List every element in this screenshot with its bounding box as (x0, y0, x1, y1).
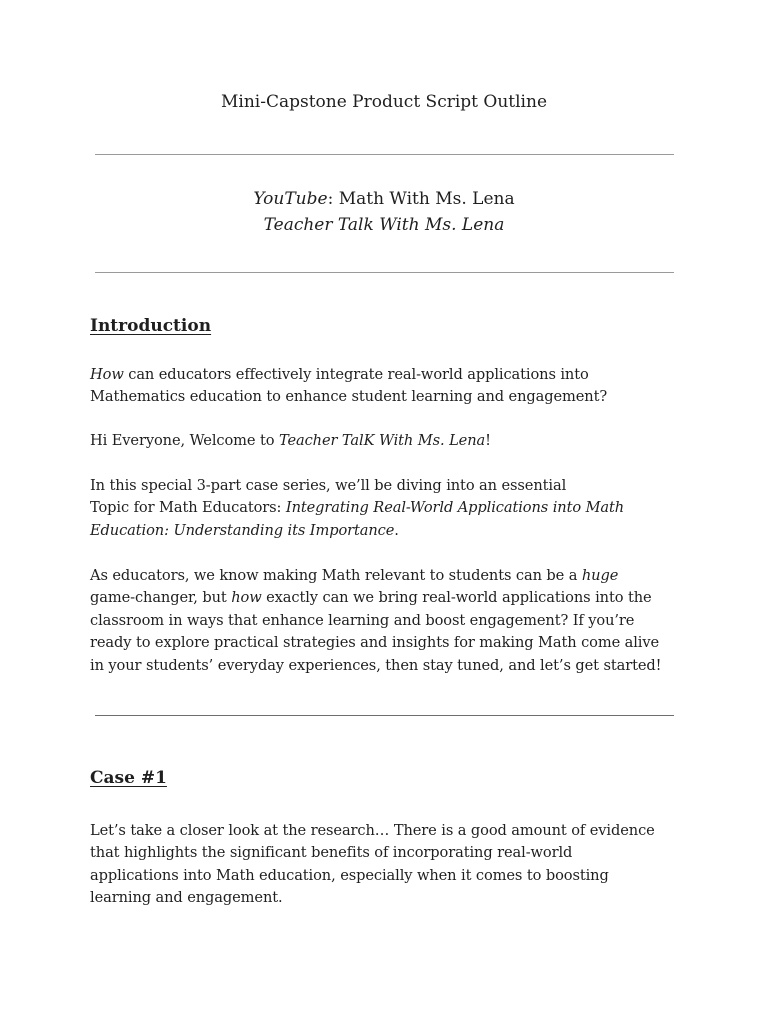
channel-separator: : (327, 189, 334, 209)
channel-line (0, 189, 768, 209)
case-1-heading: Case #1 (90, 768, 167, 788)
body-line-2-prefix: game-changer, but (90, 589, 232, 607)
series-topic-cont: Education: Understanding its Importance (90, 521, 395, 539)
show-subtitle: Teacher Talk With Ms. Lena (263, 215, 505, 235)
intro-body-paragraph (90, 565, 690, 677)
platform-name: YouTube (253, 189, 328, 209)
body-line-2 (90, 587, 690, 609)
body-line-5: in your students’ everyday experiences, then stay tuned, and let’s get started! (90, 656, 662, 674)
body-line-2-rest: exactly can we bring real-world applications into the (261, 589, 652, 607)
case-1-paragraph (90, 820, 690, 910)
introduction-heading: Introduction (90, 316, 212, 336)
case-1-line-1: Let’s take a closer look at the research… There is a good amount of evidence (90, 822, 655, 839)
divider-top (95, 154, 674, 155)
series-topic: Integrating Real-World Applications into Math (285, 499, 625, 517)
welcome-line (90, 430, 690, 452)
intro-question-line-2: Mathematics education to enhance student learning and engagement? (90, 388, 608, 406)
series-suffix: . (394, 521, 399, 539)
divider-header (95, 272, 674, 273)
series-line-3 (90, 520, 690, 542)
body-line-1-text: As educators, we know making Math relevant to students can be a (90, 567, 582, 584)
body-line-3: classroom in ways that enhance learning and boost engagement? If you’re (90, 611, 635, 629)
body-line-4: ready to explore practical strategies and insights for making Math come alive (90, 634, 660, 652)
series-line-2 (90, 497, 690, 519)
case-1-line-3: applications into Math education, especially when it comes to boosting (90, 866, 609, 884)
series-paragraph (90, 475, 690, 542)
case-1-line-2: that highlights the significant benefits of incorporating real-world (90, 844, 573, 862)
welcome-text (90, 430, 690, 452)
body-emphasis-how: how (231, 589, 262, 607)
intro-question-line-1 (90, 364, 690, 386)
question-lead: How (90, 366, 124, 383)
series-line-1: In this special 3-part case series, we’ll be diving into an essential (90, 477, 567, 494)
document-title: Mini-Capstone Product Script Outline (220, 92, 548, 112)
welcome-suffix: ! (485, 432, 491, 449)
welcome-prefix: Hi Everyone, Welcome to (90, 432, 279, 449)
series-topic-prefix: Topic for Math Educators: (90, 499, 286, 517)
channel-name: Math With Ms. Lena (333, 189, 515, 209)
divider-section (95, 715, 674, 716)
case-1-line-4: learning and engagement. (90, 889, 283, 907)
body-emphasis-huge: huge (581, 567, 619, 584)
body-line-1 (90, 565, 690, 587)
question-text: can educators effectively integrate real-world applications into (123, 366, 589, 383)
intro-question (90, 364, 690, 409)
welcome-show-name: Teacher TalK With Ms. Lena (278, 432, 486, 449)
